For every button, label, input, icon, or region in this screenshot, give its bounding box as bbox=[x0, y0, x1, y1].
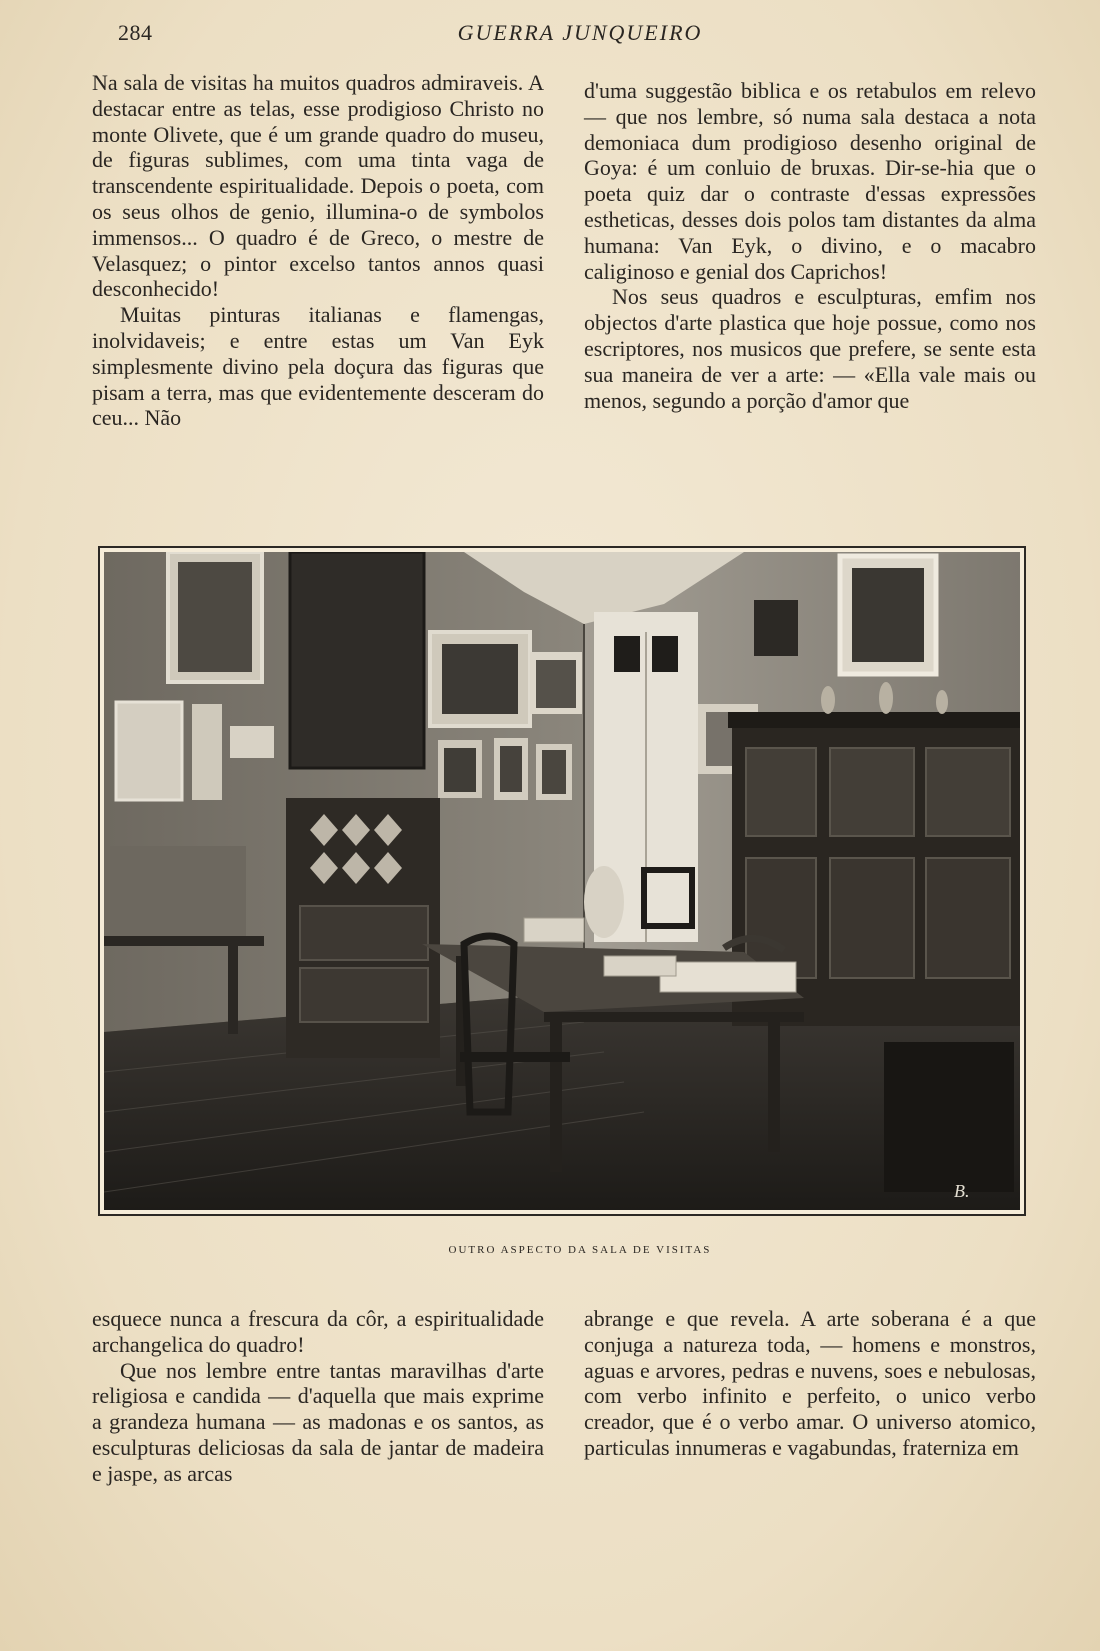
column-bottom-right bbox=[584, 1306, 1036, 1461]
svg-text:B.: B. bbox=[954, 1181, 970, 1201]
photo-illustration bbox=[104, 552, 1020, 1210]
paragraph: Muitas pinturas italianas e flamengas, inolvidaveis; e entre estas um Van Eyk simplesmente divino pela doçura das figuras que pisam a terra, mas que evidentemente desceram do ceu... Não bbox=[92, 302, 544, 431]
photo-caption: OUTRO ASPECTO DA SALA DE VISITAS bbox=[448, 1244, 712, 1256]
column-top-right bbox=[584, 78, 1036, 413]
paragraph: Nos seus quadros e esculpturas, emfim nos objectos d'arte plastica que hoje possue, como nos escriptores, nos musicos que prefere, se sente esta sua maneira de ver a arte: — «Ella vale mais ou menos, segundo a porção d'amor que bbox=[584, 284, 1036, 413]
running-title: GUERRA JUNQUEIRO bbox=[457, 20, 703, 45]
room-photograph bbox=[98, 546, 1026, 1216]
paragraph: Que nos lembre entre tantas maravilhas d'arte religiosa e candida — d'aquella que mais exprime a grandeza humana — as madonas e os santos, as esculpturas deliciosas da sala de jantar de madeira e jaspe, as arcas bbox=[92, 1357, 544, 1486]
column-bottom-left bbox=[92, 1306, 544, 1487]
paragraph: Na sala de visitas ha muitos quadros admiraveis. A destacar entre as telas, esse prodigioso Christo no monte Olivete, que é um grande quadro do museu, de figuras sublimes, com uma tinta vaga de transcendente espiritualidade. Depois o poeta, com os seus olhos de genio, illumina-o de symbolos immensos... O quadro é de Greco, o mestre de Velasquez; o pintor excelso tantos annos quasi desconhecido! bbox=[92, 70, 544, 302]
paragraph: d'uma suggestão biblica e os retabulos em relevo — que nos lembre, só numa sala destaca a nota demoniaca dum prodigioso desenho original de Goya: é um conluio de bruxas. Dir-se-hia que o poeta quiz dar o contraste d'essas expressões estheticas, desses dois polos tam distantes da alma humana: Van Eyk, o divino, e o macabro caliginoso e genial dos Caprichos! bbox=[584, 78, 1036, 284]
page-number: 284 bbox=[118, 20, 153, 45]
paragraph: esquece nunca a frescura da côr, a espiritualidade archangelica do quadro! bbox=[92, 1306, 544, 1357]
column-top-left bbox=[92, 70, 544, 431]
paragraph: abrange e que revela. A arte soberana é a que conjuga a natureza toda, — homens e monstros, aguas e arvores, pedras e nuvens, soes e nebulosas, com verbo infinito e perfeito, o unico verbo creador, que é o verbo amar. O universo atomico, particulas innumeras e vagabundas, fraterniza em bbox=[584, 1306, 1036, 1460]
